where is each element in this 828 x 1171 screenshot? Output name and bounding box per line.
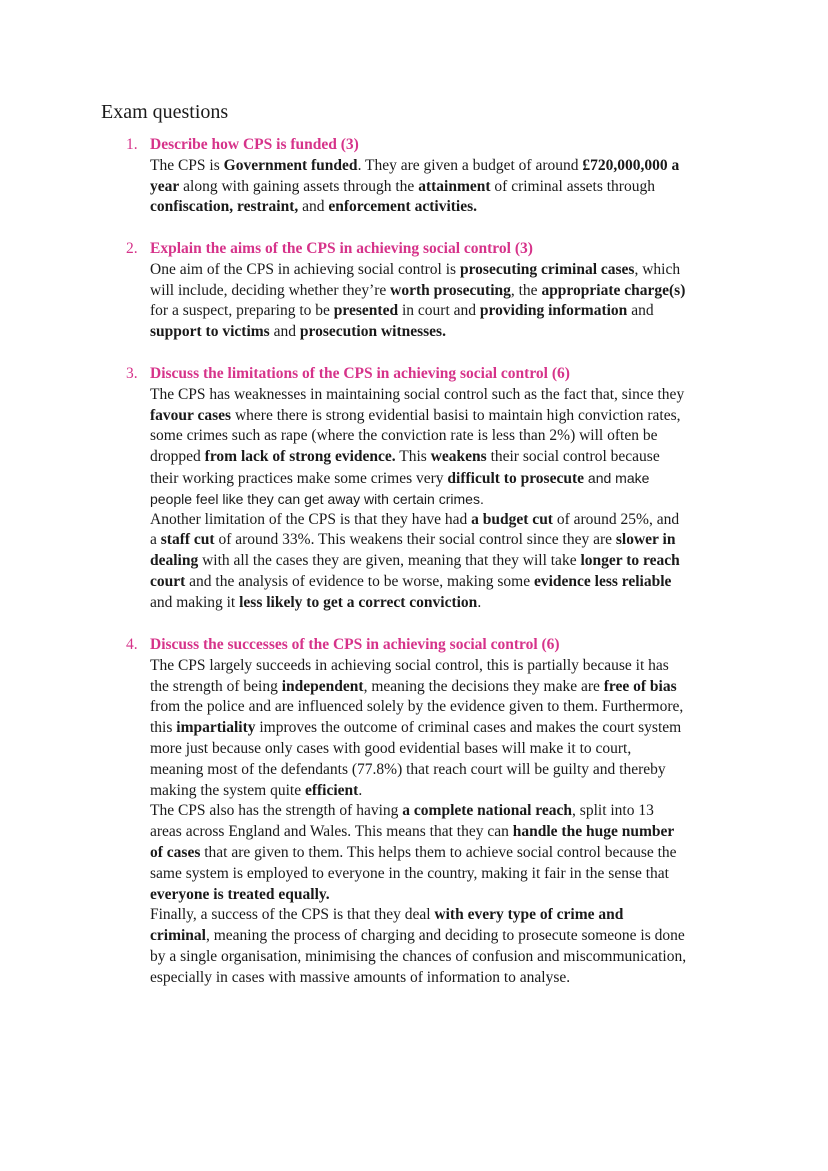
text-run: This — [395, 448, 431, 466]
answer-line — [150, 885, 740, 906]
text-run: . — [477, 593, 482, 611]
answer-line — [150, 572, 740, 593]
bold-text: difficult to prosecute — [447, 469, 585, 487]
answer-line — [150, 468, 740, 489]
answer-text — [150, 385, 740, 614]
text-run: meaning most of the defendants (77.8%) that reach court will be guilty and thereby — [150, 760, 666, 778]
answer-line — [150, 156, 740, 177]
text-run: where there is strong evidential basisi to maintain high conviction rates, — [231, 406, 681, 424]
bold-text: less likely to get a correct conviction — [239, 593, 478, 611]
question-heading: Describe how CPS is funded (3) — [150, 136, 359, 153]
text-run: especially in cases with massive amounts of information to analyse. — [150, 968, 571, 986]
answer-line — [150, 593, 740, 614]
answer-line — [150, 739, 740, 760]
answer-line — [150, 406, 740, 427]
text-run: and — [298, 198, 329, 216]
text-run: of around 33%. This weakens their social control since they are — [214, 531, 616, 549]
answer-line — [150, 864, 740, 885]
bold-text: criminal — [150, 927, 206, 945]
answer-line — [150, 656, 740, 677]
answer-text — [150, 260, 740, 343]
bold-text: of cases — [150, 843, 201, 861]
bold-text: longer to reach — [580, 552, 680, 570]
text-run: The CPS largely succeeds in achieving social control, this is partially because it has — [150, 656, 669, 674]
text-run: , which — [634, 260, 681, 278]
question-number: 4. — [126, 636, 138, 653]
text-run: along with gaining assets through the — [179, 177, 419, 195]
text-run: in court and — [398, 302, 480, 320]
text-run: Another limitation of the CPS is that they have had — [150, 510, 472, 528]
page-title: Exam questions — [101, 101, 229, 123]
bold-text: impartiality — [176, 719, 256, 737]
answer-line — [150, 677, 740, 698]
answer-line — [150, 510, 740, 531]
text-run: for a suspect, preparing to be — [150, 302, 334, 320]
text-run: One aim of the CPS in achieving social control is — [150, 260, 460, 278]
text-run: and make — [584, 469, 650, 486]
text-run: their social control because — [486, 448, 660, 466]
text-run: and the analysis of evidence to be worse, making some — [185, 572, 534, 590]
text-run: the strength of being — [150, 677, 282, 695]
text-run: people feel like they can get away with certain crimes. — [150, 490, 484, 507]
text-run: dropped — [150, 448, 205, 466]
answer-line — [150, 426, 740, 447]
bold-text: prosecuting criminal cases — [459, 260, 635, 278]
text-run: improves the outcome of criminal cases and makes the court system — [255, 719, 682, 737]
answer-line — [150, 905, 740, 926]
text-run: areas across England and Wales. This means that they can — [150, 823, 513, 841]
answer-line — [150, 260, 740, 281]
bold-text: everyone is treated equally. — [150, 885, 330, 903]
question-number: 1. — [126, 136, 138, 153]
text-run: this — [150, 719, 177, 737]
answer-line — [150, 551, 740, 572]
bold-text: appropriate charge(s) — [541, 281, 686, 299]
bold-text: confiscation, restraint, — [150, 198, 299, 216]
text-run: The CPS has weaknesses in maintaining social control such as the fact that, since they — [150, 385, 685, 403]
text-run: and making it — [150, 593, 240, 611]
text-run: with all the cases they are given, meaning that they will take — [198, 552, 581, 570]
answer-line — [150, 301, 740, 322]
bold-text: from lack of strong evidence. — [204, 448, 396, 466]
text-run: . — [358, 781, 363, 799]
answer-line — [150, 447, 740, 468]
bold-text: with every type of crime and — [434, 906, 624, 924]
question-heading: Discuss the successes of the CPS in achieving social control (6) — [150, 636, 560, 653]
text-run: will include, deciding whether they’re — [150, 281, 391, 299]
answer-line — [150, 822, 740, 843]
text-run: of criminal assets through — [490, 177, 655, 195]
text-run: , meaning the process of charging and deciding to prosecute someone is done — [205, 927, 685, 945]
bold-text: dealing — [150, 552, 199, 570]
bold-text: a complete national reach — [402, 802, 573, 820]
text-run: , the — [510, 281, 542, 299]
bold-text: evidence less reliable — [533, 572, 672, 590]
text-run: same system is employed to everyone in the country, making it fair in the sense that — [150, 864, 669, 882]
text-run: a — [150, 531, 161, 549]
answer-line — [150, 801, 740, 822]
text-run: making the system quite — [150, 781, 305, 799]
bold-text: Government funded — [223, 156, 358, 174]
text-run: The CPS also has the strength of having — [150, 802, 403, 820]
question-number: 2. — [126, 240, 138, 257]
bold-text: providing information — [479, 302, 628, 320]
bold-text: year — [150, 177, 180, 195]
text-run: some crimes such as rape (where the conviction rate is less than 2%) will often be — [150, 427, 658, 445]
answer-line — [150, 281, 740, 302]
answer-line — [150, 177, 740, 198]
text-run: that are given to them. This helps them to achieve social control because the — [200, 843, 677, 861]
bold-text: presented — [333, 302, 399, 320]
answer-line — [150, 718, 740, 739]
text-run: of around 25%, and — [552, 510, 680, 528]
answer-line — [150, 697, 740, 718]
bold-text: slower in — [615, 531, 676, 549]
answer-line — [150, 781, 740, 802]
answer-line — [150, 968, 740, 989]
text-run: by a single organisation, minimising the chances of confusion and miscommunication, — [150, 947, 687, 965]
text-run: and — [627, 302, 654, 320]
bold-text: independent — [281, 677, 364, 695]
question-number: 3. — [126, 365, 138, 382]
text-run: their working practices make some crimes very — [150, 469, 448, 487]
answer-line — [150, 926, 740, 947]
answer-line — [150, 843, 740, 864]
text-run: and — [269, 323, 300, 341]
text-run: Finally, a success of the CPS is that they deal — [150, 906, 435, 924]
bold-text: attainment — [418, 177, 491, 195]
bold-text: enforcement activities. — [328, 198, 478, 216]
answer-line — [150, 385, 740, 406]
bold-text: handle the huge number — [512, 823, 675, 841]
text-run: , meaning the decisions they make are — [363, 677, 604, 695]
question-heading: Explain the aims of the CPS in achieving social control (3) — [150, 240, 533, 257]
bold-text: favour cases — [150, 406, 232, 424]
bold-text: a budget cut — [471, 510, 553, 528]
answer-line — [150, 760, 740, 781]
bold-text: £720,000,000 a — [582, 156, 680, 174]
question-heading: Discuss the limitations of the CPS in achieving social control (6) — [150, 365, 570, 382]
text-run: more just because only cases with good evidential bases will make it to court, — [150, 739, 632, 757]
bold-text: efficient — [304, 781, 359, 799]
bold-text: worth prosecuting — [390, 281, 511, 299]
text-run: The CPS is — [150, 156, 224, 174]
answer-line — [150, 197, 740, 218]
answer-line — [150, 947, 740, 968]
bold-text: free of bias — [603, 677, 677, 695]
bold-text: staff cut — [160, 531, 215, 549]
bold-text: weakens — [430, 448, 487, 466]
answer-text — [150, 656, 740, 989]
answer-text — [150, 156, 740, 218]
text-run: from the police and are influenced solely by the evidence given to them. Furthermore, — [150, 698, 684, 716]
bold-text: court — [150, 572, 186, 590]
answer-line — [150, 322, 740, 343]
text-run: . They are given a budget of around — [357, 156, 583, 174]
answer-line — [150, 489, 740, 510]
answer-line — [150, 530, 740, 551]
text-run: , split into 13 — [572, 802, 654, 820]
bold-text: prosecution witnesses. — [299, 323, 446, 341]
bold-text: support to victims — [150, 323, 270, 341]
